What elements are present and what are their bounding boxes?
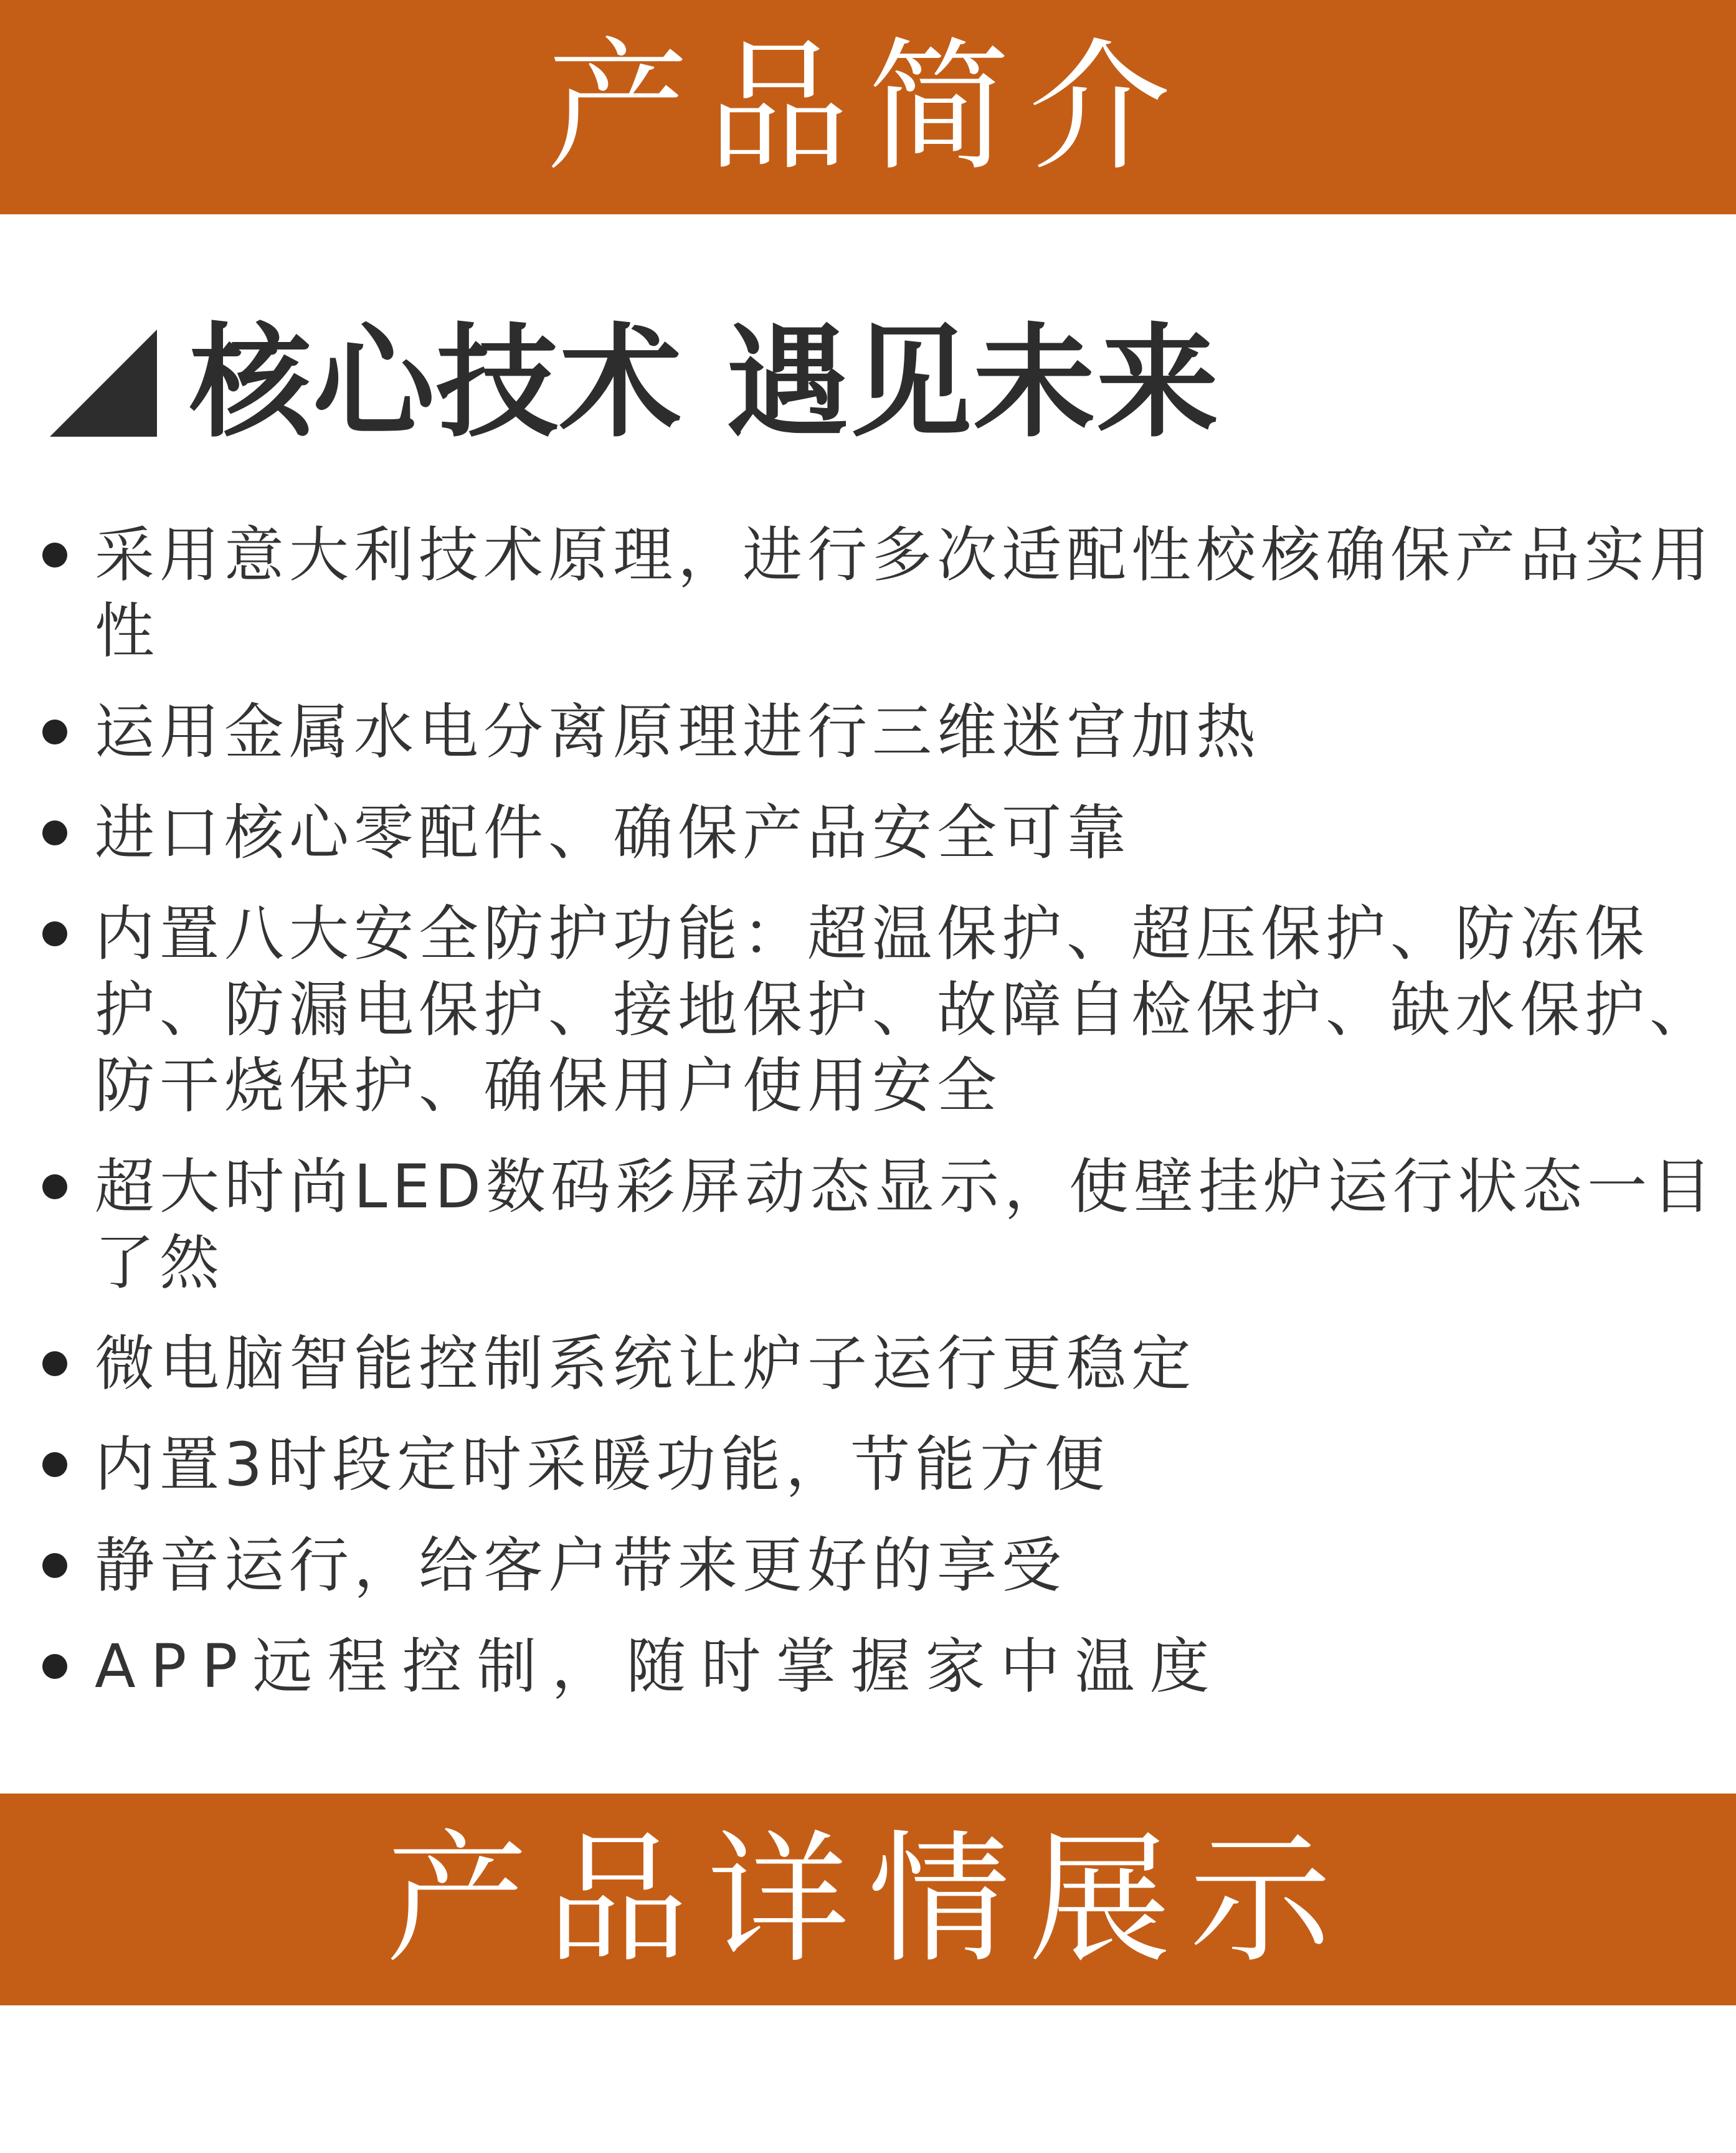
bullet-icon — [42, 1553, 67, 1578]
feature-text: 超大时尚LED数码彩屏动态显示，使壁挂炉运行状态一目了然 — [95, 1152, 1717, 1298]
feature-text: 运用金属水电分离原理进行三维迷宫加热 — [95, 697, 1261, 767]
bullet-icon — [42, 1351, 67, 1376]
list-item — [42, 1427, 1724, 1503]
triangle-icon — [50, 330, 157, 437]
list-item — [42, 694, 1724, 770]
feature-text: 内置3时段定时采暖功能，节能方便 — [95, 1430, 1110, 1499]
feature-text: 进口核心零配件、确保产品安全可靠 — [95, 798, 1131, 868]
section-heading — [50, 312, 1220, 454]
bullet-icon — [42, 820, 67, 845]
footer-title: 产品详情展示 — [386, 1817, 1350, 1982]
list-item — [42, 517, 1724, 669]
footer-banner — [0, 1794, 1736, 2005]
bullet-icon — [42, 543, 67, 568]
bullet-icon — [42, 1654, 67, 1679]
list-item — [42, 1326, 1724, 1402]
feature-text: APP远程控制，随时掌握家中温度 — [95, 1632, 1225, 1701]
list-item — [42, 795, 1724, 871]
feature-text: 静音运行，给客户带来更好的享受 — [95, 1531, 1066, 1600]
feature-text: 采用意大利技术原理，进行多次适配性校核确保产品实用性 — [95, 520, 1714, 666]
feature-text: 微电脑智能控制系统让炉子运行更稳定 — [95, 1329, 1196, 1399]
bullet-icon — [42, 1452, 67, 1477]
bullet-icon — [42, 720, 67, 744]
bullet-icon — [42, 921, 67, 946]
feature-list — [42, 517, 1724, 1729]
list-item — [42, 1149, 1724, 1301]
list-item — [42, 1628, 1724, 1704]
page-title: 产品简介 — [546, 24, 1190, 190]
bullet-icon — [42, 1174, 67, 1199]
section-title: 核心技术 遇见未来 — [189, 312, 1220, 454]
list-item — [42, 1528, 1724, 1604]
list-item — [42, 896, 1724, 1124]
feature-text: 内置八大安全防护功能：超温保护、超压保护、防冻保护、防漏电保护、接地保护、故障自检保护、缺水保护、防干烧保护、确保用户使用安全 — [95, 899, 1714, 1121]
header-banner — [0, 0, 1736, 214]
